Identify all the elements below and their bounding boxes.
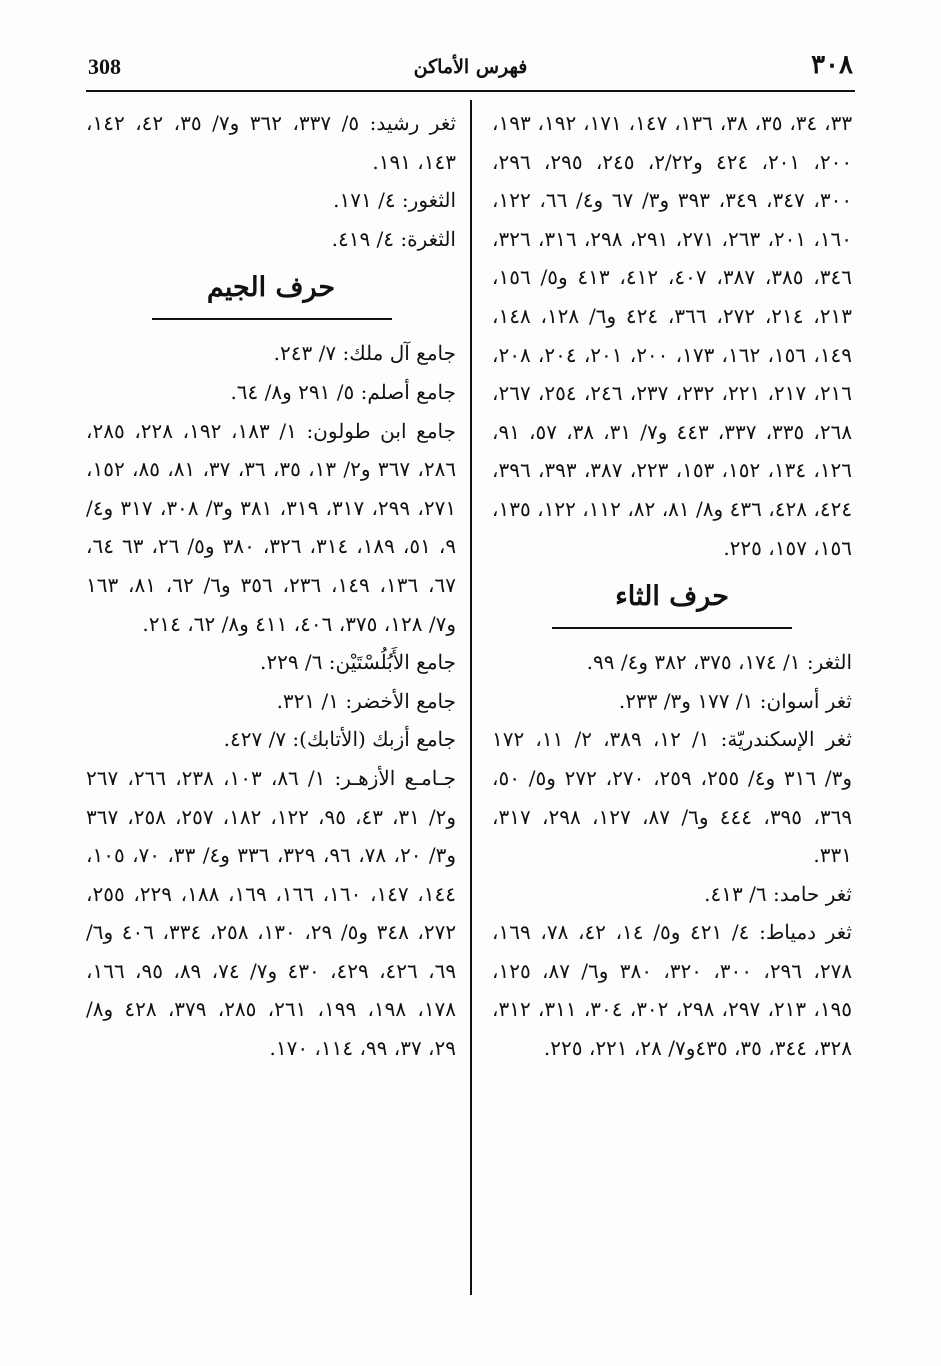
index-entry: ثغر رشيد: ٥/ ٣٣٧، ٣٦٢ و٧/ ٣٥، ٤٢، ١٤٢، ١٤٣، ١٩١. (86, 111, 457, 174)
index-entry: جـامـع الأزهـر: ١/ ٨٦، ١٠٣، ٢٣٨، ٢٦٦، ٢٦٧ و٢/ ٣١، ٤٣، ٩٥، ١٢٢، ١٨٢، ٢٥٧، ٢٥٨، ٣٦٧ و٣/ ٢٠، ٧٨، ٩٦، ٣٢٩، ٣٣٦ و٤/ ٣٣، ٧٠، ١٠٥، ١٤٤، ١٤٧، ١٦٠، ١٦٦، ١٦٩، ١٨٨، ٢٢٩، ٢٥٥، ٢٧٢، ٣٤٨ و٥/ ٢٩، ١٣٠، ٢٥٨، ٣٣٤، ٤٠٦ و٦/ ٦٩، ٤٢٦، ٤٢٩، ٤٣٠ و٧/ ٧٤، ٨٩، ٩٥، ١٦٦، ١٧٨، ١٩٨، ١٩٩، ٢٦١، ٢٨٥، ٣٧٩، ٤٢٨ و٨/ ٢٩، ٣٧، ٩٩، ١١٤، ١٧٠. (86, 765, 457, 1061)
index-entry: جامع الأخضر: ١/ ٣٢١. (276, 688, 456, 713)
column-divider (470, 100, 472, 1295)
index-entry: ثغر أسوان: ١/ ١٧٧ و٣/ ٢٣٣. (618, 688, 852, 713)
index-entry: ثغر حامد: ٦/ ٤١٣. (704, 881, 852, 906)
index-entry: الثغر: ١/ ١٧٤، ٣٧٥، ٣٨٢ و٤/ ٩٩. (586, 650, 852, 675)
page-header (80, 50, 861, 90)
index-entry: جامع آل ملك: ٧/ ٢٤٣. (273, 341, 456, 366)
index-entry: الثغور: ٤/ ١٧١. (333, 188, 456, 213)
index-entry: جامع أزبك (الأتابك): ٧/ ٤٢٧. (223, 727, 456, 752)
index-entry: ثغر دمياط: ٤/ ٤٢١ و٥/ ١٤، ٤٢، ٧٨، ١٦٩، ٢٧٨، ٢٩٦، ٣٠٠، ٣٢٠، ٣٨٠ و٦/ ٨٧، ١٢٥، ١٩٥، ٢١٣، ٢٩٧، ٢٩٨، ٣٠٢، ٣٠٤، ٣١١، ٣١٢، ٣٢٨، ٣٤٤، ٣٥، ٤٣٥و٧/ ٢٨، ٢٢١، ٢٢٥. (492, 920, 853, 1061)
section-title-jim: حرف الجيم (206, 272, 336, 304)
right-column (492, 104, 852, 1068)
continued-entry: ٣٣، ٣٤، ٣٥، ٣٨، ١٣٦، ١٤٧، ١٧١، ١٩٢، ١٩٣، ٢٠٠، ٢٠١، ٤٢٤ و٢/٢٢، ٢٤٥، ٢٩٥، ٢٩٦، ٣٠٠، ٣٤٧، ٣٤٩، ٣٩٣ و٣/ ٦٧ و٤/ ٦٦، ١٢٢، ١٦٠، ٢٠١، ٢٦٣، ٢٧١، ٢٩١، ٢٩٨، ٣١٦، ٣٢٦، ٣٤٦، ٣٨٥، ٣٨٧، ٤٠٧، ٤١٢، ٤١٣ و٥/ ١٥٦، ٢١٣، ٢١٤، ٢٧٢، ٣٦٦، ٤٢٤ و٦/ ١٢٨، ١٤٨، ١٤٩، ١٥٦، ١٦٢، ١٧٣، ٢٠٠، ٢٠١، ٢٠٤، ٢٠٨، ٢١٦، ٢١٧، ٢٢١، ٢٣٢، ٢٣٧، ٢٤٦، ٢٥٤، ٢٦٧، ٢٦٨، ٣٣٥، ٣٣٧، ٤٤٣ و٧/ ٣١، ٣٨، ٥٧، ٩١، ١٢٦، ١٣٤، ١٥٢، ١٥٣، ٢٢٣، ٣٨٧، ٣٩٣، ٣٩٦، ٤٢٤، ٤٢٨، ٤٣٦ و٨/ ٨١، ٨٢، ١١٢، ١٢٢، ١٣٥، ١٥٦، ١٥٧، ٢٢٥. (492, 111, 853, 560)
running-title: فهرس الأماكن (413, 56, 528, 78)
index-entry: ثغر الإسكندريّة: ١/ ١٢، ٣٨٩، ٢/ ١١، ١٧٢ و٣/ ٣١٦ و٤/ ٢٥٥، ٢٥٩، ٢٧٠، ٢٧٢ و٥/ ٥٠، ٣٦٩، ٣٩٥، ٤٤٤ و٦/ ٨٧، ١٢٧، ٢٩٨، ٣١٧، ٣٣١. (492, 727, 853, 868)
index-entry: جامع أصلم: ٥/ ٢٩١ و٨/ ٦٤. (230, 379, 456, 404)
index-entry: الثغرة: ٤/ ٤١٩. (331, 226, 456, 251)
section-rule (552, 627, 792, 629)
header-rule (86, 90, 855, 92)
page-number-latin: 308 (88, 54, 121, 79)
left-column (86, 104, 456, 1068)
index-entry: جامع ابن طولون: ١/ ١٨٣، ١٩٢، ٢٢٨، ٢٨٥، ٢٨٦، ٣٦٧ و٢/ ١٣، ٣٥، ٣٦، ٣٧، ٨١، ٨٥، ١٥٢، ٢٧١، ٢٩٩، ٣١٧، ٣١٩، ٣٨١ و٣/ ٣٠٨، ٣١٧ و٤/ ٩، ٥١، ١٨٩، ٣١٤، ٣٢٦، ٣٨٠ و٥/ ٢٦، ٦٣ ٦٤، ٦٧، ١٣٦، ١٤٩، ٢٣٦، ٣٥٦ و٦/ ٦٢، ٨١، ١٦٣ و٧/ ١٢٨، ٣٧٥، ٤٠٦، ٤١١ و٨/ ٦٢، ٢١٤. (86, 418, 457, 636)
index-entry: جامع الأَبُلُسْتَيْن: ٦/ ٢٢٩. (259, 650, 456, 675)
section-rule (152, 318, 392, 320)
section-title-tha: حرف الثاء (615, 581, 729, 613)
page-number-arabic: ٣٠٨ (811, 50, 853, 80)
